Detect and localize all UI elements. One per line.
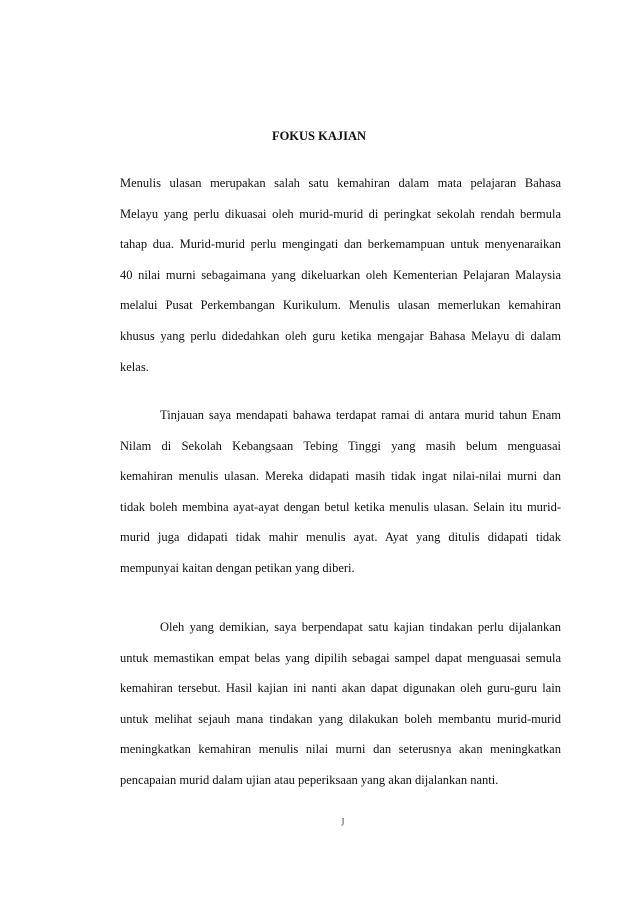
- paragraph-2: [120, 400, 561, 584]
- paragraph-line: mempunyai kaitan dengan petikan yang diberi.: [120, 560, 355, 575]
- paragraph-line: tahap dua. Murid-murid perlu mengingati dan berkemampuan untuk menyenaraikan: [120, 237, 561, 252]
- paragraph-line: kemahiran menulis ulasan. Mereka didapati masih tidak ingat nilai-nilai murni dan: [120, 469, 561, 484]
- paragraph-line: meningkatkan kemahiran menulis nilai murni dan seterusnya akan meningkatkan: [120, 742, 561, 757]
- paragraph-1: [120, 168, 561, 382]
- paragraph-line: Nilam di Sekolah Kebangsaan Tebing Tinggi yang masih belum menguasai: [120, 438, 561, 453]
- paragraph-line: Menulis ulasan merupakan salah satu kemahiran dalam mata pelajaran Bahasa: [120, 176, 561, 190]
- paragraph-line: pencapaian murid dalam ujian atau peperiksaan yang akan dijalankan nanti.: [120, 772, 499, 787]
- paragraph-line: Tinjauan saya mendapati bahawa terdapat ramai di antara murid tahun Enam: [160, 408, 561, 422]
- paragraph-line: melalui Pusat Perkembangan Kurikulum. Menulis ulasan memerlukan kemahiran: [120, 298, 561, 313]
- paragraph-line: kelas.: [120, 359, 149, 374]
- paragraph-line: murid juga didapati tidak mahir menulis ayat. Ayat yang ditulis didapati tidak: [120, 530, 561, 545]
- paragraph-line: tidak boleh membina ayat-ayat dengan betul ketika menulis ulasan. Selain itu murid-: [120, 499, 561, 514]
- paragraph-line: 40 nilai murni sebagaimana yang dikeluarkan oleh Kementerian Pelajaran Malaysia: [120, 267, 561, 282]
- paragraph-line: Oleh yang demikian, saya berpendapat satu kajian tindakan perlu dijalankan: [160, 620, 561, 634]
- paragraph-line: kemahiran tersebut. Hasil kajian ini nanti akan dapat digunakan oleh guru-guru lain: [120, 681, 561, 696]
- paragraph-line: untuk melihat sejauh mana tindakan yang dilakukan boleh membantu murid-murid: [120, 711, 561, 726]
- paragraph-3: [120, 612, 561, 796]
- document-title: FOKUS KAJIAN: [271, 129, 367, 143]
- paragraph-line: Melayu yang perlu dikuasai oleh murid-murid di peringkat sekolah rendah bermula: [120, 206, 561, 221]
- paragraph-line: untuk memastikan empat belas yang dipilih sebagai sampel dapat menguasai semula: [120, 650, 561, 665]
- paragraph-line: khusus yang perlu didedahkan oleh guru ketika mengajar Bahasa Melayu di dalam: [120, 328, 561, 343]
- page-number: ȷ: [341, 815, 345, 826]
